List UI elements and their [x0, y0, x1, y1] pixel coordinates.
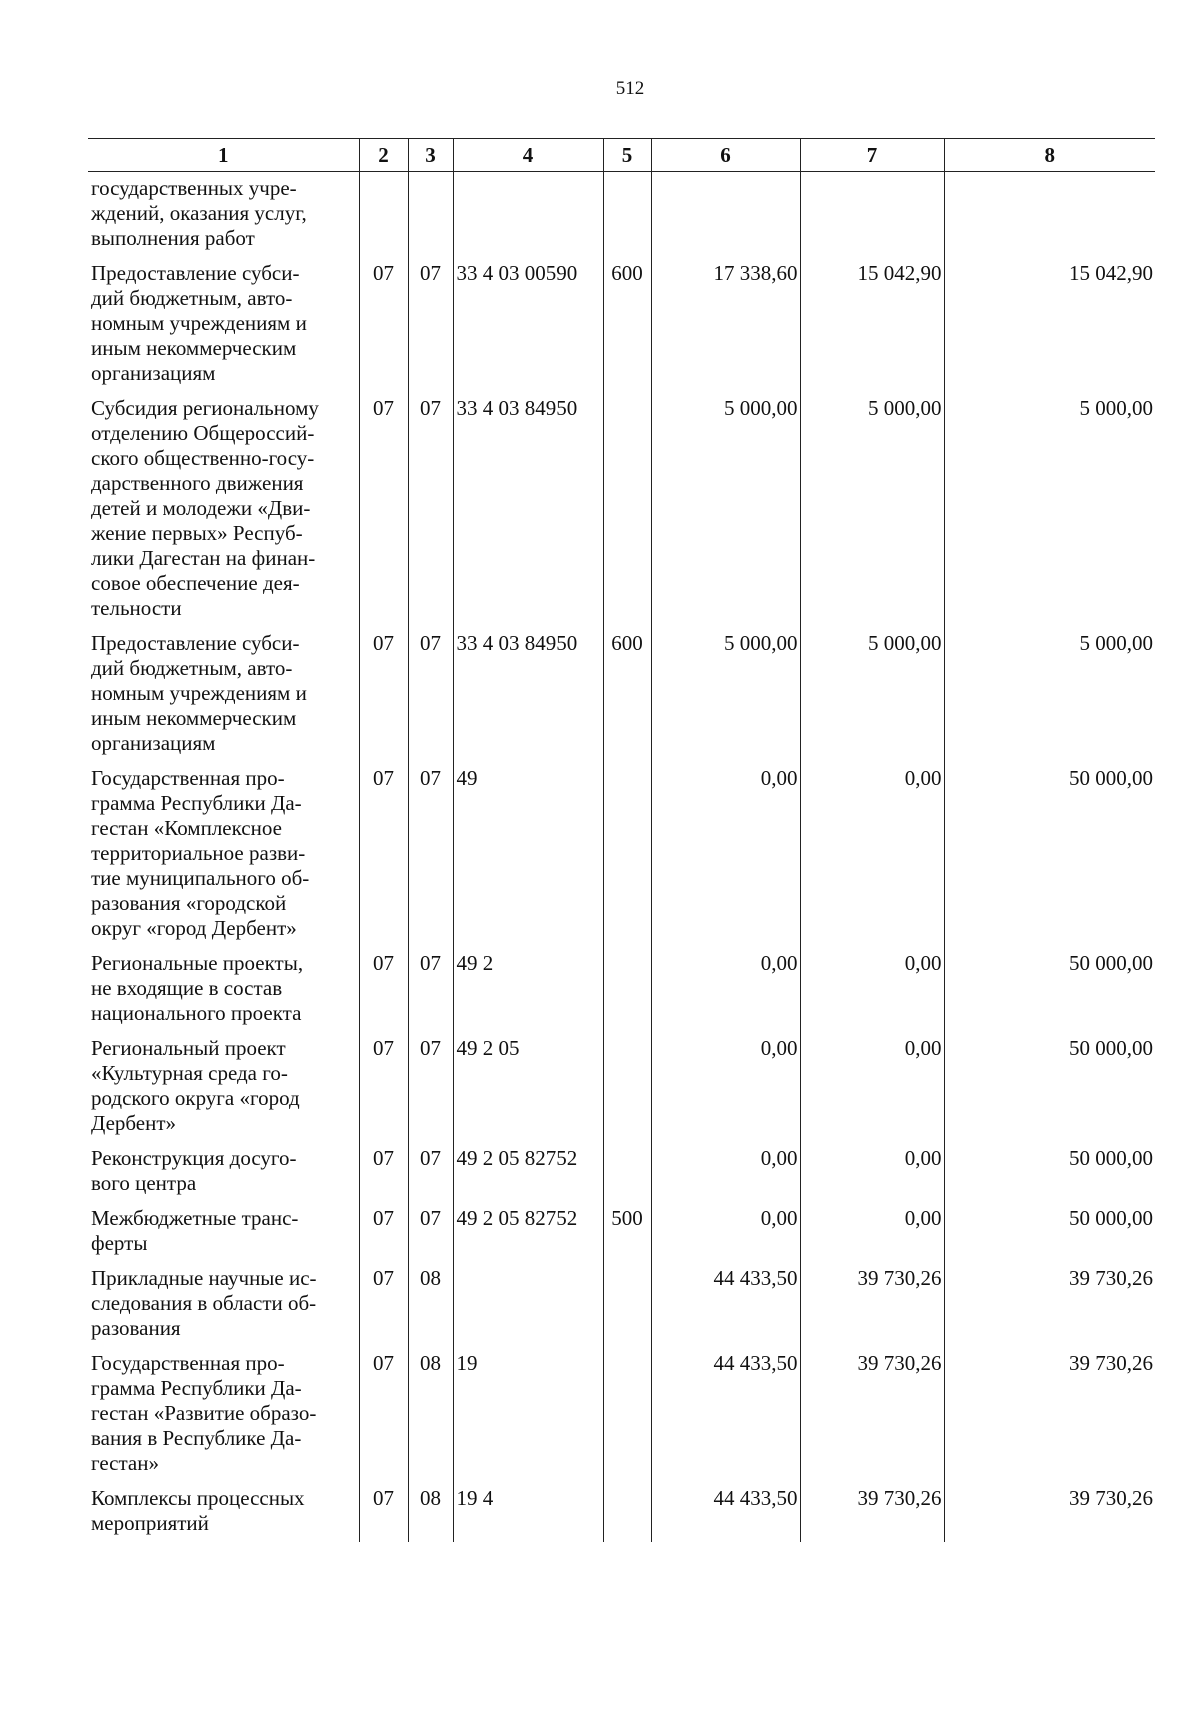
amount-col-8: [944, 172, 1155, 258]
column-header: 8: [944, 139, 1155, 172]
row-label: Прикладные научные ис- следования в области об- разования: [91, 1266, 317, 1340]
amount-col-6: 44 433,50: [651, 1347, 800, 1482]
column-header: 7: [800, 139, 944, 172]
table-row: [88, 762, 1155, 947]
amount-col-6: 0,00: [651, 1032, 800, 1142]
row-label: Государственная про- грамма Республики Да- гестан «Комплексное территориальное разви- тие муниципального об- разования «городской округ «город Дербент»: [91, 766, 310, 940]
amount-col-8: 5 000,00: [944, 392, 1155, 627]
table-row: [88, 1142, 1155, 1202]
code-section: 07: [359, 1032, 408, 1142]
amount-col-7: 0,00: [800, 762, 944, 947]
code-target-article: 33 4 03 00590: [453, 257, 603, 392]
code-section: 07: [359, 1482, 408, 1542]
amount-col-7: [800, 172, 944, 258]
amount-col-8: 50 000,00: [944, 1032, 1155, 1142]
code-expense-type: [603, 947, 651, 1032]
amount-col-7: 15 042,90: [800, 257, 944, 392]
amount-col-6: [651, 172, 800, 258]
amount-col-7: 39 730,26: [800, 1347, 944, 1482]
table-row: [88, 947, 1155, 1032]
code-section: 07: [359, 1262, 408, 1347]
code-target-article: 19: [453, 1347, 603, 1482]
table-row: [88, 1032, 1155, 1142]
code-expense-type: 600: [603, 627, 651, 762]
row-label: Региональный проект «Культурная среда го- родского округа «город Дербент»: [91, 1036, 300, 1135]
code-expense-type: [603, 1347, 651, 1482]
row-label: Комплексы процессных мероприятий: [91, 1486, 305, 1535]
table-row: [88, 1347, 1155, 1482]
table-row: [88, 257, 1155, 392]
row-label: Реконструкция досуго- вого центра: [91, 1146, 297, 1195]
code-target-article: 49 2 05 82752: [453, 1142, 603, 1202]
table-row: [88, 1202, 1155, 1262]
code-target-article: 49: [453, 762, 603, 947]
amount-col-6: 44 433,50: [651, 1262, 800, 1347]
row-label: Межбюджетные транс- ферты: [91, 1206, 299, 1255]
amount-col-7: 39 730,26: [800, 1262, 944, 1347]
amount-col-6: 0,00: [651, 762, 800, 947]
code-subsection: 07: [408, 1142, 453, 1202]
code-section: 07: [359, 947, 408, 1032]
code-expense-type: [603, 392, 651, 627]
code-target-article: 33 4 03 84950: [453, 627, 603, 762]
code-target-article: 33 4 03 84950: [453, 392, 603, 627]
code-target-article: [453, 172, 603, 258]
amount-col-7: 5 000,00: [800, 627, 944, 762]
code-expense-type: [603, 1032, 651, 1142]
amount-col-8: 50 000,00: [944, 1142, 1155, 1202]
column-header: 6: [651, 139, 800, 172]
budget-table: [88, 138, 1155, 1542]
code-subsection: 08: [408, 1482, 453, 1542]
code-expense-type: [603, 172, 651, 258]
amount-col-8: 5 000,00: [944, 627, 1155, 762]
table-row: [88, 172, 1155, 258]
table-body: [88, 172, 1155, 1543]
amount-col-6: 5 000,00: [651, 627, 800, 762]
code-subsection: 07: [408, 762, 453, 947]
table-row: [88, 1482, 1155, 1542]
amount-col-6: 44 433,50: [651, 1482, 800, 1542]
code-target-article: 19 4: [453, 1482, 603, 1542]
code-target-article: [453, 1262, 603, 1347]
column-header: 3: [408, 139, 453, 172]
code-section: 07: [359, 1142, 408, 1202]
column-header: 1: [88, 139, 359, 172]
column-header: 5: [603, 139, 651, 172]
code-subsection: 07: [408, 257, 453, 392]
code-section: 07: [359, 1347, 408, 1482]
code-subsection: 07: [408, 1032, 453, 1142]
column-header: 4: [453, 139, 603, 172]
code-expense-type: [603, 1482, 651, 1542]
column-header: 2: [359, 139, 408, 172]
code-expense-type: [603, 762, 651, 947]
amount-col-6: 0,00: [651, 1142, 800, 1202]
amount-col-8: 15 042,90: [944, 257, 1155, 392]
amount-col-8: 39 730,26: [944, 1262, 1155, 1347]
amount-col-6: 17 338,60: [651, 257, 800, 392]
amount-col-7: 0,00: [800, 1032, 944, 1142]
code-section: 07: [359, 1202, 408, 1262]
code-target-article: 49 2 05: [453, 1032, 603, 1142]
code-subsection: 08: [408, 1347, 453, 1482]
row-label: Субсидия региональному отделению Общероссий- ского общественно-госу- дарственного движения детей и молодежи «Дви- жение первых» Респуб- лики Дагестан на финан- совое обеспечение дея- тельности: [91, 396, 319, 620]
code-section: 07: [359, 392, 408, 627]
amount-col-7: 0,00: [800, 947, 944, 1032]
code-expense-type: 600: [603, 257, 651, 392]
code-subsection: [408, 172, 453, 258]
row-label: государственных учре- ждений, оказания услуг, выполнения работ: [91, 176, 307, 250]
code-expense-type: [603, 1262, 651, 1347]
amount-col-6: 5 000,00: [651, 392, 800, 627]
code-section: [359, 172, 408, 258]
table-row: [88, 392, 1155, 627]
amount-col-7: 39 730,26: [800, 1482, 944, 1542]
amount-col-8: 50 000,00: [944, 947, 1155, 1032]
code-section: 07: [359, 257, 408, 392]
amount-col-7: 0,00: [800, 1142, 944, 1202]
code-subsection: 07: [408, 392, 453, 627]
row-label: Региональные проекты, не входящие в состав национального проекта: [91, 951, 304, 1025]
code-subsection: 07: [408, 627, 453, 762]
amount-col-8: 50 000,00: [944, 1202, 1155, 1262]
amount-col-6: 0,00: [651, 947, 800, 1032]
code-target-article: 49 2: [453, 947, 603, 1032]
row-label: Предоставление субси- дий бюджетным, авто- номным учреждениям и иным некоммерческим организациям: [91, 631, 307, 755]
table-header-row: [88, 139, 1155, 172]
table-row: [88, 627, 1155, 762]
code-subsection: 07: [408, 947, 453, 1032]
code-expense-type: 500: [603, 1202, 651, 1262]
amount-col-8: 39 730,26: [944, 1347, 1155, 1482]
amount-col-7: 0,00: [800, 1202, 944, 1262]
amount-col-8: 50 000,00: [944, 762, 1155, 947]
amount-col-6: 0,00: [651, 1202, 800, 1262]
code-section: 07: [359, 627, 408, 762]
code-target-article: 49 2 05 82752: [453, 1202, 603, 1262]
table-row: [88, 1262, 1155, 1347]
row-label: Предоставление субси- дий бюджетным, авто- номным учреждениям и иным некоммерческим организациям: [91, 261, 307, 385]
code-subsection: 08: [408, 1262, 453, 1347]
amount-col-8: 39 730,26: [944, 1482, 1155, 1542]
code-expense-type: [603, 1142, 651, 1202]
code-subsection: 07: [408, 1202, 453, 1262]
page-number: 512: [615, 78, 645, 99]
amount-col-7: 5 000,00: [800, 392, 944, 627]
code-section: 07: [359, 762, 408, 947]
row-label: Государственная про- грамма Республики Да- гестан «Развитие образо- вания в Республике Да- гестан»: [91, 1351, 317, 1475]
